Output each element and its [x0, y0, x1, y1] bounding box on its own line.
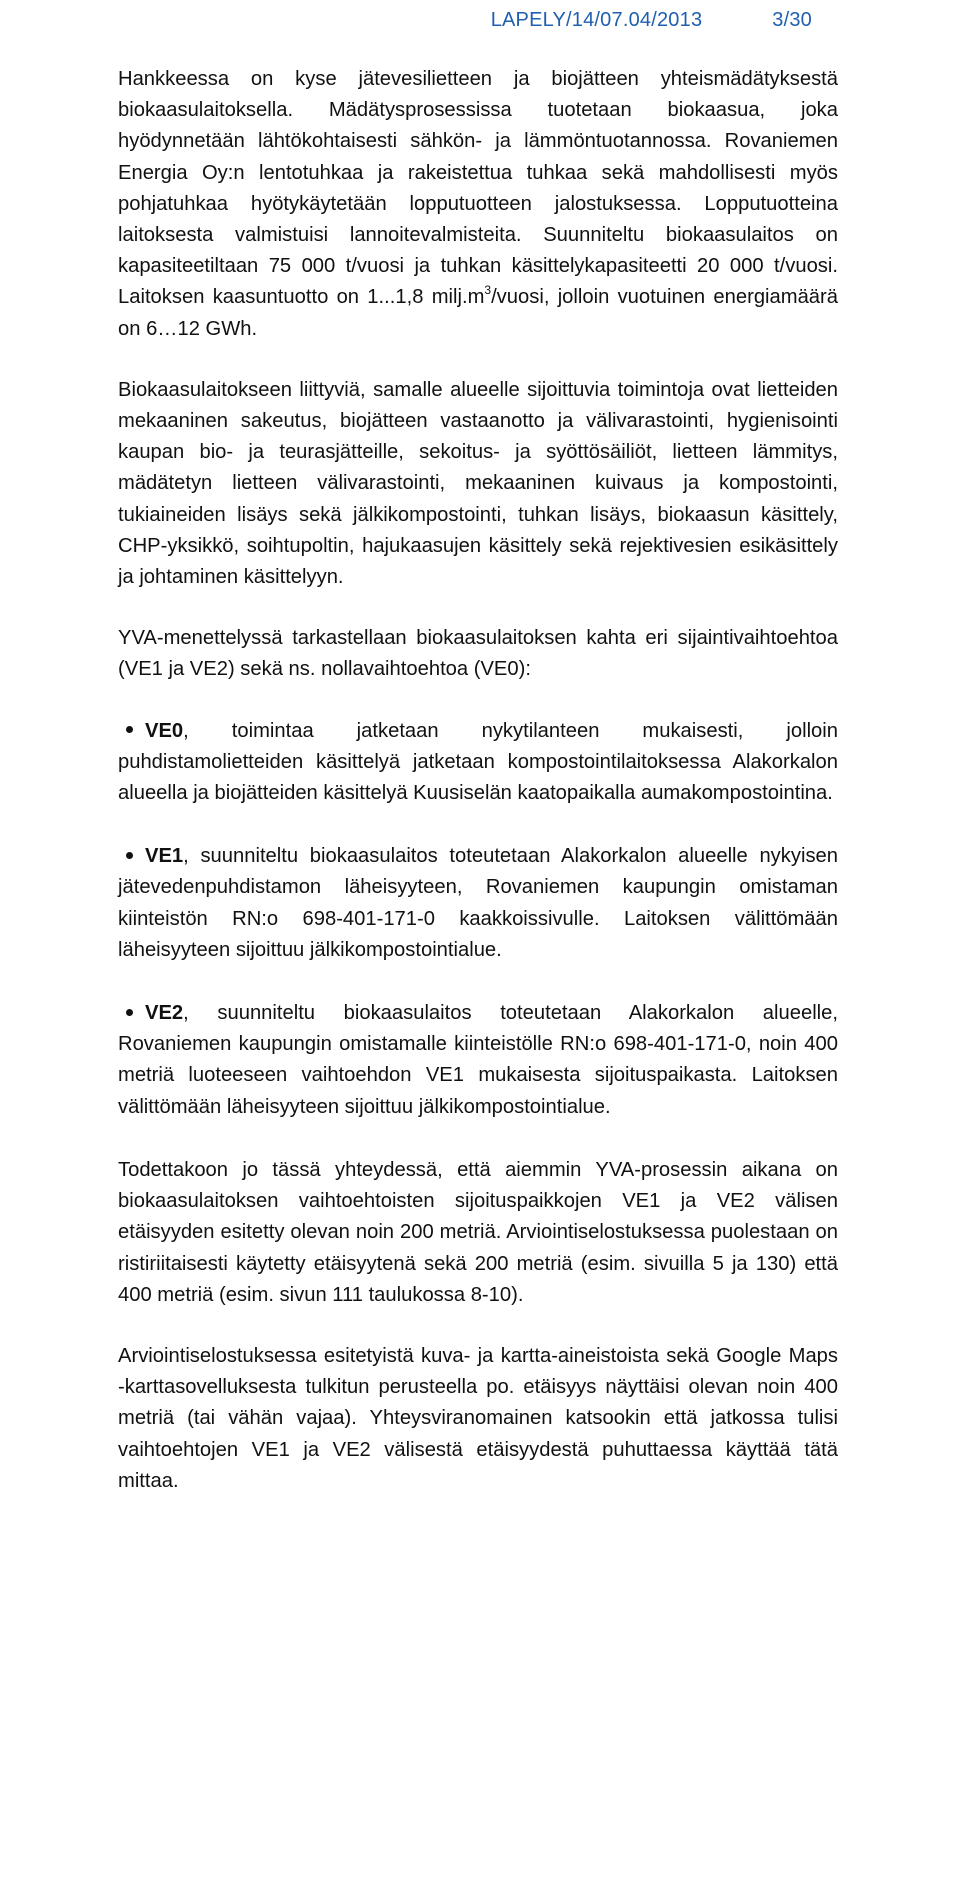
bullet-icon	[126, 852, 133, 859]
bullet-item-ve1	[118, 841, 838, 966]
bullet-item-ve0	[118, 716, 838, 810]
superscript: 3	[484, 283, 492, 298]
paragraph-distance-note: Todettakoon jo tässä yhteydessä, että aiemmin YVA-prosessin aikana on biokaasulaitoksen vaihtoehtoisten sijoituspaikkojen VE1 ja VE2 välisen etäisyyden esitetty olevan noin 200 metriä. Arviointiselostuksessa puolestaan on ristiriitaisesti käytetty etäisyytenä sekä 200 metriä (esim. sivuilla 5 ja 130) että 400 metriä (esim. sivun 111 taulukossa 8-10).	[118, 1158, 838, 1306]
bullet-item-ve2	[118, 998, 838, 1123]
paragraph-related-functions: Biokaasulaitokseen liittyviä, samalle alueelle sijoittuvia toimintoja ovat lietteiden mekaaninen sakeutus, biojätteen vastaanotto ja välivarastointi, hygienisointi kaupan bio- ja teurasjätteille, sekoitus- ja syöttösäiliöt, lietteen lämmitys, mädätetyn lietteen välivarastointi, mekaaninen kuivaus ja kompostointi, tukiaineiden lisäys sekä jälkikompostointi, tuhkan lisäys, biokaasun käsittely, CHP-yksikkö, soihtupoltin, hajukaasujen käsittely sekä rejektivesien esikäsittely ja johtaminen käsittelyyn.	[118, 378, 838, 589]
bullet-text: , suunniteltu biokaasulaitos toteutetaan Alakorkalon alueelle, Rovaniemen kaupungin omistamalle kiinteistölle RN:o 698-401-171-0, noin 400 metriä luoteeseen vaihtoehdon VE1 mukaisesta sijoituspaikasta. Laitoksen välittömään läheisyyteen sijoittuu jälkikompostointialue.	[118, 1002, 838, 1118]
page-header	[491, 0, 812, 40]
paragraph-project-description: Hankkeessa on kyse jätevesilietteen ja biojätteen yhteismädätyksestä biokaasulaitoksella. Mädätysprosessissa tuotetaan biokaasua, joka hyödynnetään lähtökohtaisesti sähkön- ja lämmöntuotannossa. Rovaniemen Energia Oy:n lentotuhkaa ja rakeistettua tuhkaa sekä mahdollisesti myös pohjatuhkaa hyötykäytetään lopputuotteen jalostuksessa. Lopputuotteina laitoksesta valmistuisi lannoitevalmisteita. Suunniteltu biokaasulaitos on kapasiteetiltaan 75 000 t/vuosi ja tuhkan käsittelykapasiteetti 20 000 t/vuosi. Laitoksen kaasuntuotto on 1...1,8 $milj.m^3$/vuosi, jolloin vuotuinen energiamäärä on 6…12 GWh.	[118, 68, 838, 340]
paragraph-distance-conclusion: Arviointiselostuksessa esitetyistä kuva- ja kartta-aineistoista sekä Google Maps -karttasovelluksesta tulkitun perusteella po. etäisyys näyttäisi olevan noin 400 metriä (tai vähän vajaa). Yhteysviranomainen katsookin että jatkossa tulisi vaihtoehtojen VE1 ja VE2 välisestä etäisyydestä puhuttaessa käyttää tätä mittaa.	[118, 1344, 838, 1492]
bullet-icon	[126, 726, 133, 733]
document-reference: LAPELY/14/07.04/2013	[490, 8, 703, 31]
page-number: 3/30	[772, 8, 812, 31]
bullet-label: VE1	[145, 845, 184, 868]
bullet-label: VE2	[145, 1002, 184, 1025]
paragraph-alternatives-intro: YVA-menettelyssä tarkastellaan biokaasulaitoksen kahta eri sijaintivaihtoehtoa (VE1 ja VE2) sekä ns. nollavaihtoehtoa (VE0):	[118, 627, 838, 681]
document-body	[118, 64, 838, 1527]
bullet-text: , toimintaa jatketaan nykytilanteen mukaisesti, jolloin puhdistamolietteiden käsittelyä jatketaan kompostointilaitoksessa Alakorkalon alueella ja biojätteiden käsittelyä Kuusiselän kaatopaikalla aumakompostointina.	[118, 719, 838, 805]
bullet-label: VE0	[145, 719, 184, 742]
bullet-text: , suunniteltu biokaasulaitos toteutetaan Alakorkalon alueelle nykyisen jätevedenpuhdistamon läheisyyteen, Rovaniemen kaupungin omistaman kiinteistön RN:o 698-401-171-0 kaakkoissivulle. Laitoksen välittömään läheisyyteen sijoittuu jälkikompostointialue.	[118, 845, 838, 961]
bullet-icon	[126, 1009, 133, 1016]
